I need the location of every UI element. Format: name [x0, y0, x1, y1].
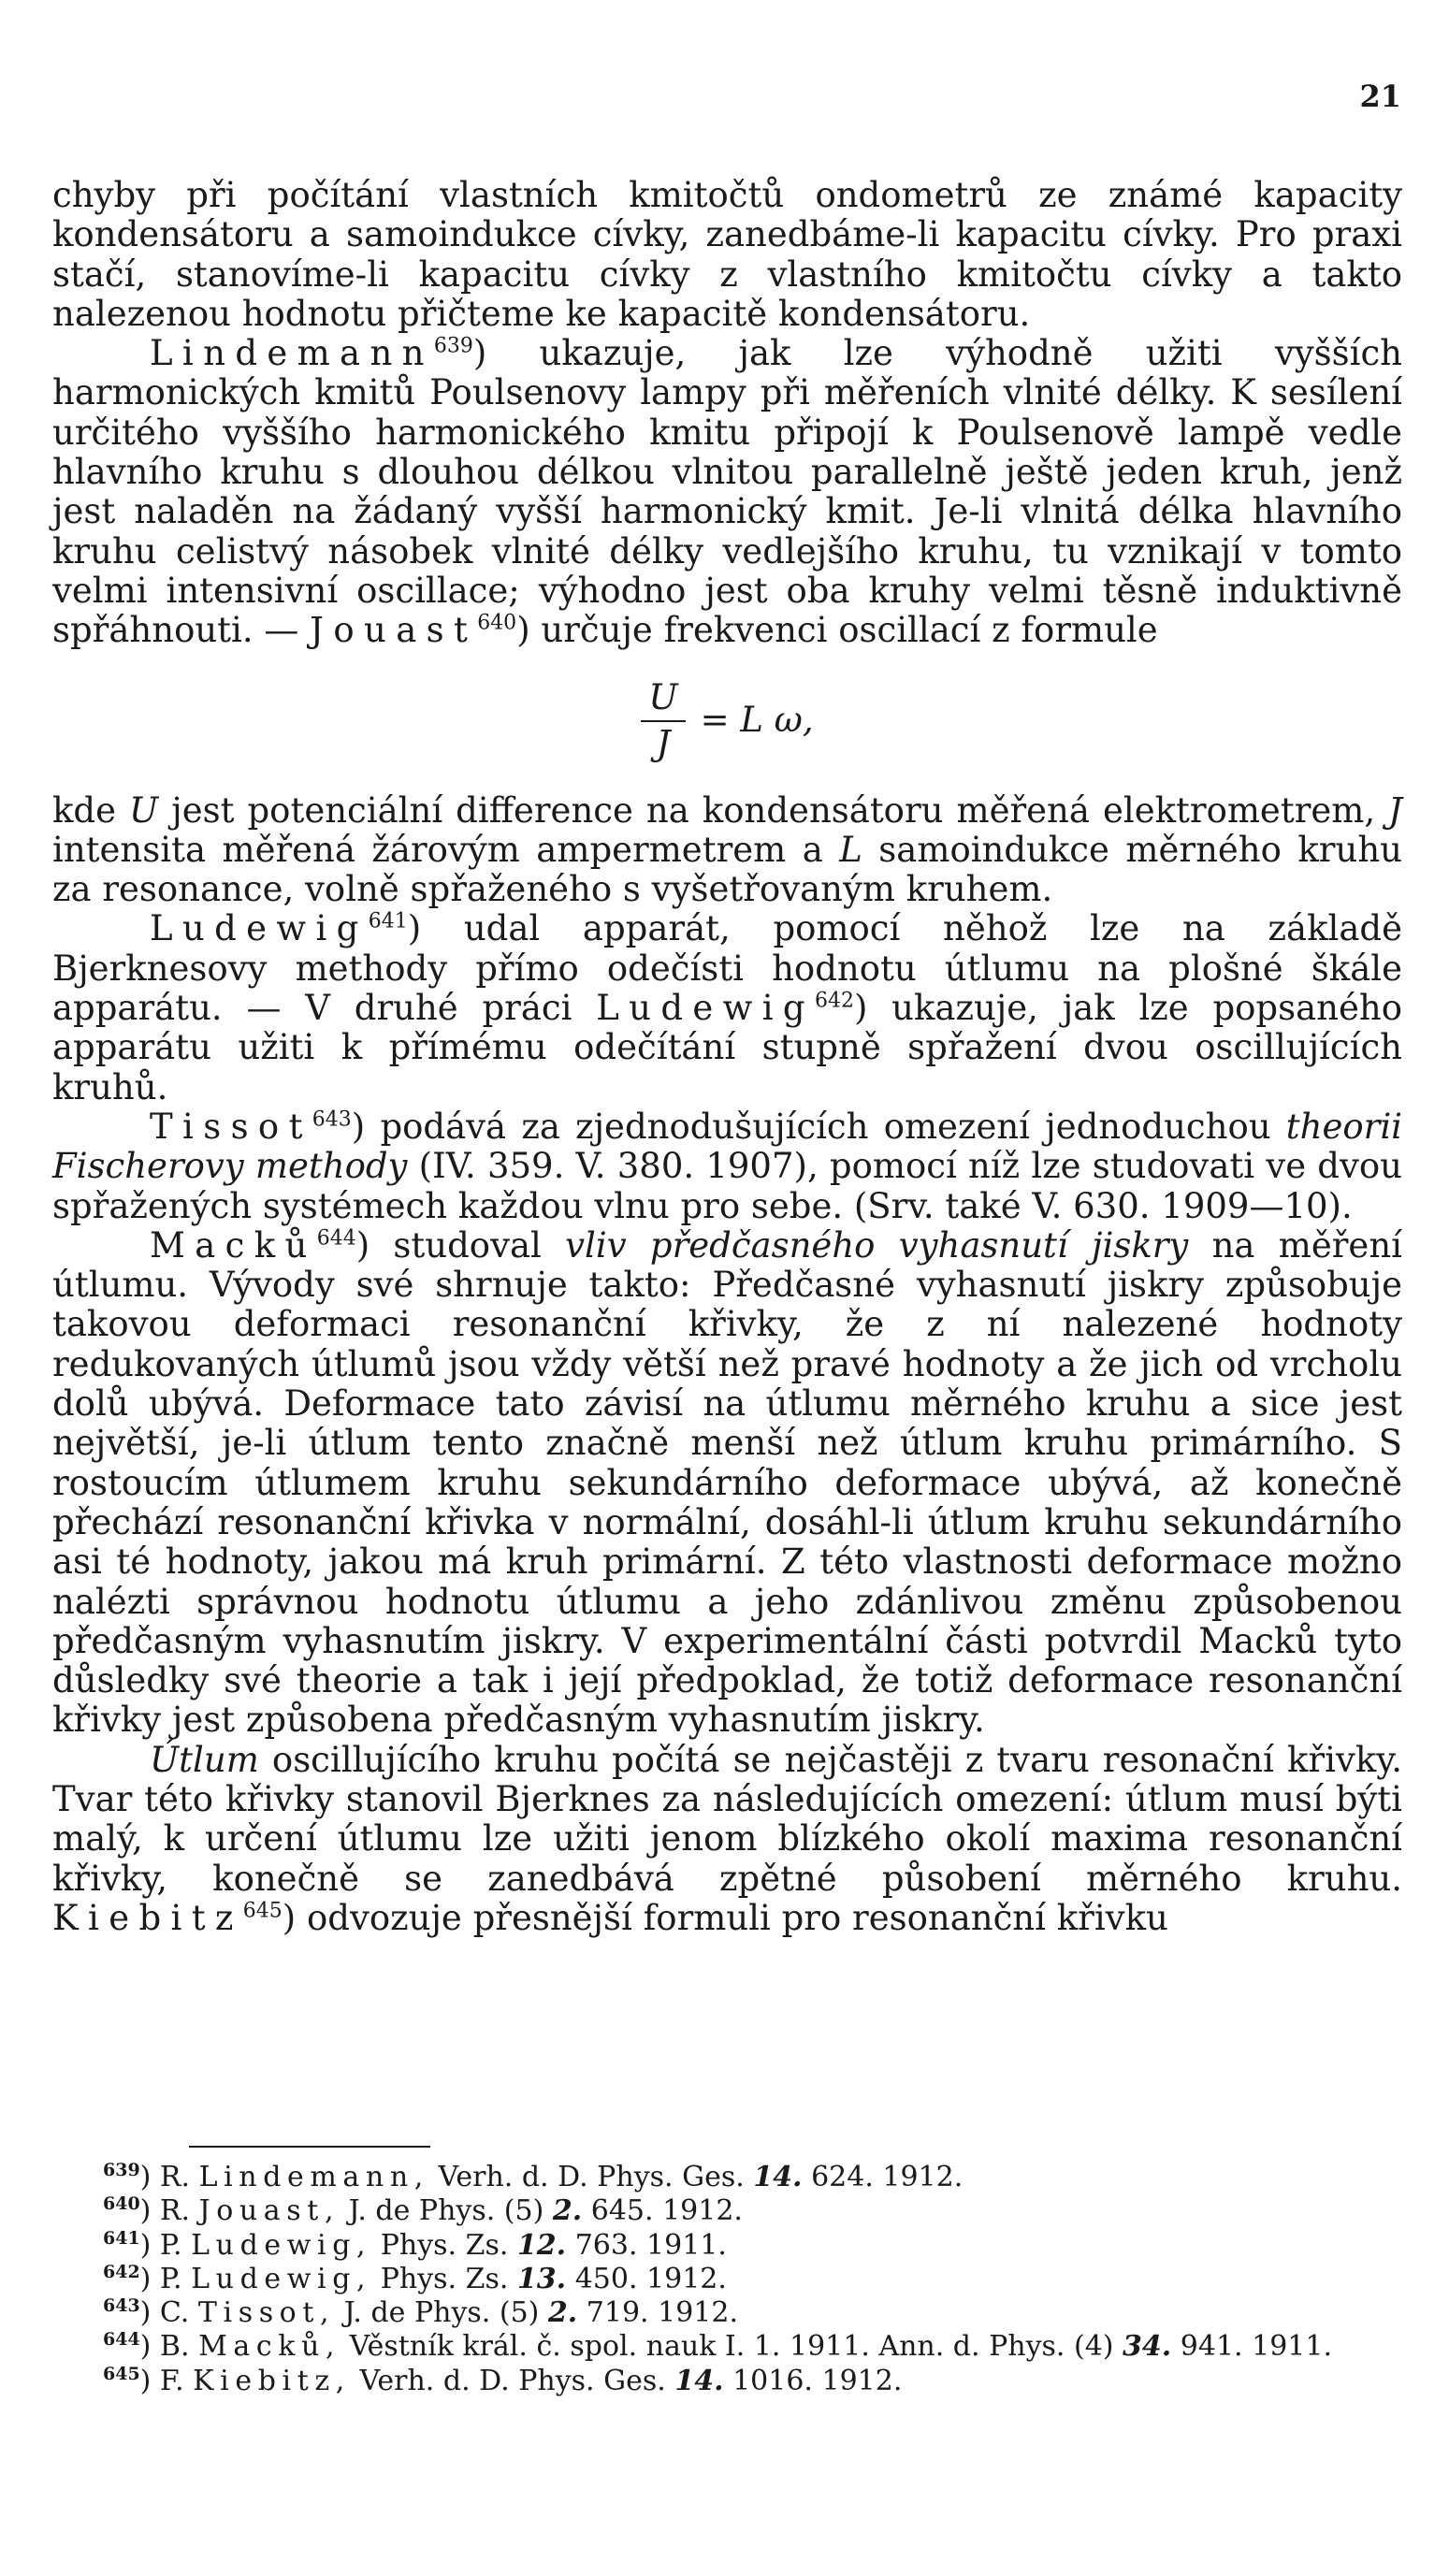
footnote-volume: 12. [516, 2228, 567, 2262]
footnote-source: Verh. d. D. Phys. Ges. [359, 2364, 666, 2397]
footnote-ref-644[interactable]: 644 [316, 1226, 356, 1251]
footnote-number: 639 [103, 2160, 140, 2180]
footnote-initial: P. [159, 2262, 182, 2295]
paragraph-6-italic: vliv předčasného vyhasnutí jiskry [565, 1224, 1189, 1266]
paragraph-6 [52, 1226, 1402, 1741]
paragraph-3-text-b: intensita měřená žárovým ampermetrem a [52, 829, 840, 870]
paragraph-6-text: ) studoval [355, 1224, 566, 1266]
footnote-number: 644 [103, 2329, 140, 2351]
footnote-volume: 2. [547, 2296, 578, 2330]
footnote-author: Tissot, [197, 2296, 336, 2330]
footnote: $^{640}$) R. Jouast, J. de Phys. (5) 2. 645. 1912. [103, 2193, 743, 2228]
formula-rhs: = L ω, [700, 700, 814, 741]
paragraph-3-text-a: jest potenciální difference na kondensátoru měřená elektrometrem, [158, 789, 1389, 831]
footnote-author: Ludewig, [191, 2262, 372, 2295]
footnote-source: Phys. Zs. [380, 2228, 509, 2262]
formula-numerator: U [641, 678, 685, 721]
author-tissot: Tissot [150, 1106, 312, 1147]
paragraph-7-text-end: ) odvozuje přesnější formuli pro resonanční křivku [282, 1897, 1168, 1938]
footnote-author: Lindemann, [198, 2161, 429, 2193]
footnote-source: J. de Phys. (5) [348, 2194, 544, 2228]
footnote-source: Verh. d. D. Phys. Ges. [438, 2161, 745, 2193]
footnote-ref-642[interactable]: 642 [814, 989, 854, 1013]
paragraph-3-text-c: samoindukce měrného kruhu za resonance, volně spřaženého s vyšetřovaným kruhem. [52, 829, 1402, 910]
footnote: $^{639}$) R. Lindemann, Verh. d. D. Phys. Ges. 14. 624. 1912. [103, 2160, 964, 2193]
footnote-number: 640 [103, 2193, 140, 2215]
paragraph-7-italic: Útlum [150, 1739, 259, 1780]
footnote-ref-645[interactable]: 645 [242, 1899, 283, 1923]
paragraph-4-text: ) udal apparát, pomocí něhož lze na základě Bjerknesovy methody přímo odečísti hodnotu útlumu na plošné škále apparátu. — V druhé práci [52, 908, 1402, 1029]
footnote-pages: 450. 1912. [574, 2262, 727, 2295]
footnote-volume: 14. [753, 2161, 803, 2193]
footnote-initial: B. [159, 2330, 190, 2364]
paragraph-1-text: chyby při počítání vlastních kmitočtů ondometrů ze známé kapacity kondensátoru a samoindukce cívky, zanedbáme-li kapacitu cívky. Pro praxi stačí, stanovíme-li kapacitu cívky z vlastního kmitočtu cívky a takto nalezenou hodnotu přičteme ke kapacitě kondensátoru. [52, 175, 1402, 334]
paragraph-2-text: ) ukazuje, jak lze výhodně užiti vyšších harmonických kmitů Poulsenovy lampy při měřeních vlnité délky. K sesílení určitého vyššího harmonického kmitu připojí k Poulsenově lampě vedle hlavního kruhu s dlouhou délkou vlnitou parallelně ještě jeden kruh, jenž jest naladěn na žádaný vyšší harmonický kmit. Je-li vlnitá délka hlavního kruhu celistvý násobek vlnité délky vedlejšího kruhu, tu vznikají v tomto velmi intensivní oscillace; výhodno jest oba kruhy velmi těsně induktivně spřáhnouti. — [52, 333, 1402, 651]
footnote-initial: R. [159, 2194, 191, 2228]
footnote: $^{643}$) C. Tissot, J. de Phys. (5) 2. 719. 1912. [103, 2295, 739, 2330]
symbol-L: L [839, 829, 862, 870]
paragraph-5-text: ) podává za zjednodušujících omezení jednoduchou [351, 1106, 1286, 1147]
paragraph-6-text-end: na měření útlumu. Vývody své shrnuje takto: Předčasné vyhasnutí jiskry způsobuje takovou deformaci resonanční křivky, že z ní nalezené hodnoty redukovaných útlumů jsou vždy větší než pravé hodnoty a že jich od vrcholu dolů ubývá. Deformace tato závisí na útlumu měrného kruhu a sice jest největší, je-li útlum tento značně menší než útlum kruhu primárního. S rostoucím útlumem kruhu sekundárního deformace ubývá, až konečně přechází resonanční křivka v normální, dosáhl-li útlum kruhu sekundárního asi té hodnoty, jakou má kruh primární. Z této vlastnosti deformace možno nalézti správnou hodnotu útlumu a jeho zdánlivou změnu způsobenou předčasným vyhasnutím jiskry. V experimentální části potvrdil Macků tyto důsledky své theorie a tak i její předpoklad, že totiž deformace resonanční křivky jest způsobena předčasným vyhasnutím jiskry. [52, 1224, 1402, 1741]
footnote-pages: 719. 1912. [586, 2296, 739, 2330]
symbol-U: U [129, 789, 159, 831]
formula-fraction [641, 678, 685, 763]
footnote-volume: 34. [1123, 2330, 1172, 2364]
footnote-initial: R. [159, 2161, 191, 2193]
body-text [52, 176, 1402, 1938]
footnote-ref-639[interactable]: 639 [433, 334, 473, 358]
footnote-ref-640[interactable]: 640 [477, 611, 517, 635]
footnote-author: Jouast, [198, 2194, 341, 2228]
footnote-author: Ludewig, [191, 2228, 372, 2262]
formula [52, 651, 1402, 791]
footnote-source: J. de Phys. (5) [343, 2296, 540, 2330]
footnote-number: 645 [103, 2363, 140, 2384]
footnote-ref-643[interactable]: 643 [312, 1107, 352, 1132]
footnote-volume: 14. [674, 2364, 724, 2397]
footnote-rule [189, 2146, 430, 2148]
author-ludewig: Ludewig [150, 908, 369, 949]
footnote-pages: 763. 1911. [574, 2228, 727, 2262]
author-ludewig-2: Ludewig [596, 988, 815, 1029]
footnote-number: 642 [103, 2261, 140, 2282]
footnote-initial: F. [159, 2364, 184, 2397]
footnote-author: Macků, [198, 2330, 341, 2364]
paragraph-7 [52, 1741, 1402, 1938]
paragraph-2 [52, 334, 1402, 650]
paragraph-2-text-end: ) určuje frekvenci oscillací z formule [516, 610, 1158, 651]
footnote-pages: 1016. 1912. [732, 2364, 903, 2397]
footnote-ref-641[interactable]: 641 [368, 910, 408, 934]
formula-denominator: J [656, 722, 671, 763]
footnote-initial: P. [159, 2228, 182, 2262]
page-number: 21 [1359, 79, 1401, 114]
footnote-author: Kiebitz, [193, 2364, 351, 2397]
footnote: $^{642}$) P. Ludewig, Phys. Zs. 13. 450. 1912. [103, 2261, 727, 2295]
footnote-number: 641 [103, 2227, 140, 2249]
footnote-source: Věstník král. č. spol. nauk I. 1. 1911. Ann. d. Phys. (4) [349, 2330, 1114, 2364]
paragraph-3-kde: kde [52, 789, 130, 831]
symbol-J: J [1388, 789, 1402, 831]
footnote-source: Phys. Zs. [380, 2262, 509, 2295]
author-kiebitz: Kiebitz [52, 1897, 243, 1938]
paragraph-4 [52, 909, 1402, 1107]
author-jouast: Jouast [310, 610, 478, 651]
footnote-pages: 941. 1911. [1180, 2330, 1333, 2364]
footnote-pages: 624. 1912. [811, 2161, 964, 2193]
paragraph-1 [52, 176, 1402, 334]
author-lindemann: Lindemann [150, 333, 434, 374]
footnote-volume: 13. [516, 2262, 567, 2295]
footnote-volume: 2. [552, 2194, 583, 2228]
footnote: $^{641}$) P. Ludewig, Phys. Zs. 12. 763. 1911. [103, 2227, 727, 2262]
paragraph-4-text-end: ) ukazuje, jak lze popsaného apparátu užiti k přímému odečítání stupně spřažení dvou oscillujících kruhů. [52, 988, 1402, 1107]
paragraph-3 [52, 791, 1402, 910]
paragraph-7-text: oscillujícího kruhu počítá se nejčastěji z tvaru resonační křivky. Tvar této křivky stanovil Bjerknes za následujících omezení: útlum musí býti malý, k určení útlumu lze užiti jenom blízkého okolí maxima resonanční křivky, konečně se zanedbává zpětné působení měrného kruhu. [52, 1739, 1402, 1899]
paragraph-5-text-end: (IV. 359. V. 380. 1907), pomocí níž lze studovati ve dvou spřažených systémech každou vlnu pro sebe. (Srv. také V. 630. 1909—10). [52, 1146, 1403, 1226]
footnote-initial: C. [159, 2296, 190, 2330]
author-macku: Macků [150, 1224, 317, 1266]
footnote: $^{644}$) B. Macků, Věstník král. č. spol. nauk I. 1. 1911. Ann. d. Phys. (4) 34. 941. 1911. [103, 2329, 1333, 2364]
paragraph-5-italic: theorii Fischerovy methody [52, 1106, 1402, 1187]
footnote: $^{645}$) F. Kiebitz, Verh. d. D. Phys. Ges. 14. 1016. 1912. [103, 2363, 903, 2397]
footnote-number: 643 [103, 2295, 140, 2317]
footnote-pages: 645. 1912. [590, 2194, 743, 2228]
footnotes [52, 2161, 1402, 2398]
paragraph-5 [52, 1107, 1402, 1226]
